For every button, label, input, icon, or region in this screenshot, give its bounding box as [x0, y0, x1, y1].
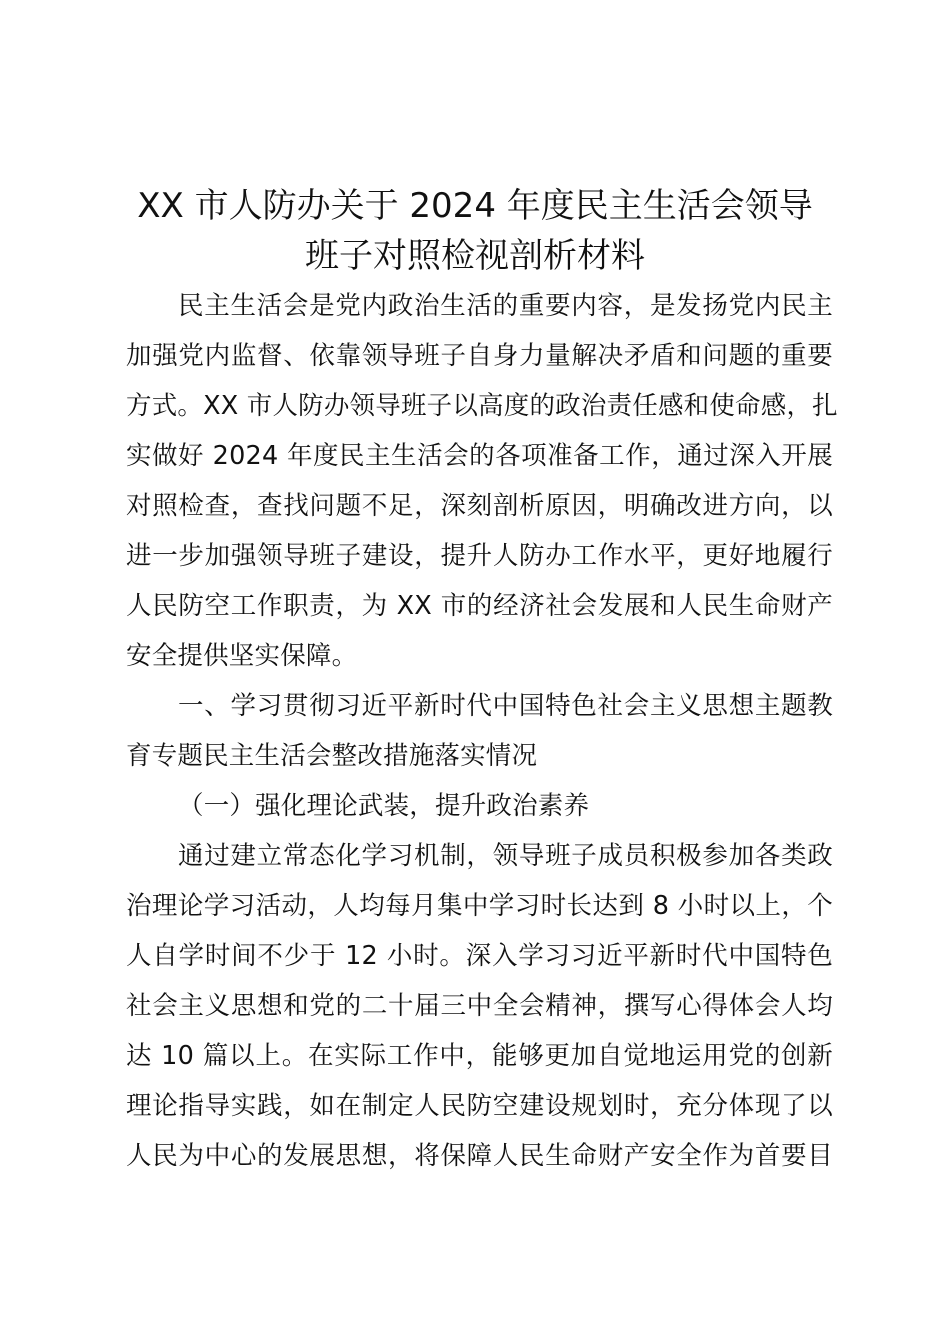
paragraph-2-line: 通过建立常态化学习机制，领导班子成员积极参加各类政	[178, 841, 833, 871]
paragraph-1-line: 人民防空工作职责，为 XX 市的经济社会发展和人民生命财产	[126, 591, 833, 621]
paragraph-2-line: 人民为中心的发展思想，将保障人民生命财产安全作为首要目	[126, 1141, 833, 1171]
paragraph-2-line: 理论指导实践，如在制定人民防空建设规划时，充分体现了以	[126, 1091, 833, 1121]
paragraph-2-line: 治理论学习活动，人均每月集中学习时长达到 8 小时以上，个	[126, 891, 833, 921]
paragraph-1-line: 民主生活会是党内政治生活的重要内容，是发扬党内民主	[178, 291, 833, 321]
paragraph-2-line: 达 10 篇以上。在实际工作中，能够更加自觉地运用党的创新	[126, 1041, 833, 1071]
paragraph-1-line: 安全提供坚实保障。	[126, 641, 358, 671]
section-heading-line: 一、学习贯彻习近平新时代中国特色社会主义思想主题教	[178, 691, 833, 721]
document-title-line-1: XX 市人防办关于 2024 年度民主生活会领导	[137, 186, 813, 226]
section-heading-line: 育专题民主生活会整改措施落实情况	[126, 741, 538, 771]
subsection-heading: （一）强化理论武装，提升政治素养	[178, 791, 590, 821]
paragraph-1-line: 加强党内监督、依靠领导班子自身力量解决矛盾和问题的重要	[126, 341, 833, 371]
paragraph-1-line: 实做好 2024 年度民主生活会的各项准备工作，通过深入开展	[126, 441, 833, 471]
paragraph-2-line: 人自学时间不少于 12 小时。深入学习习近平新时代中国特色	[126, 941, 833, 971]
paragraph-1-line: 对照检查，查找问题不足，深刻剖析原因，明确改进方向，以	[126, 491, 833, 521]
paragraph-2-line: 社会主义思想和党的二十届三中全会精神，撰写心得体会人均	[126, 991, 833, 1021]
paragraph-1-line: 进一步加强领导班子建设，提升人防办工作水平，更好地履行	[126, 541, 833, 571]
paragraph-1-line: 方式。XX 市人防办领导班子以高度的政治责任感和使命感，扎	[126, 391, 838, 421]
document-title-line-2: 班子对照检视剖析材料	[305, 236, 645, 276]
